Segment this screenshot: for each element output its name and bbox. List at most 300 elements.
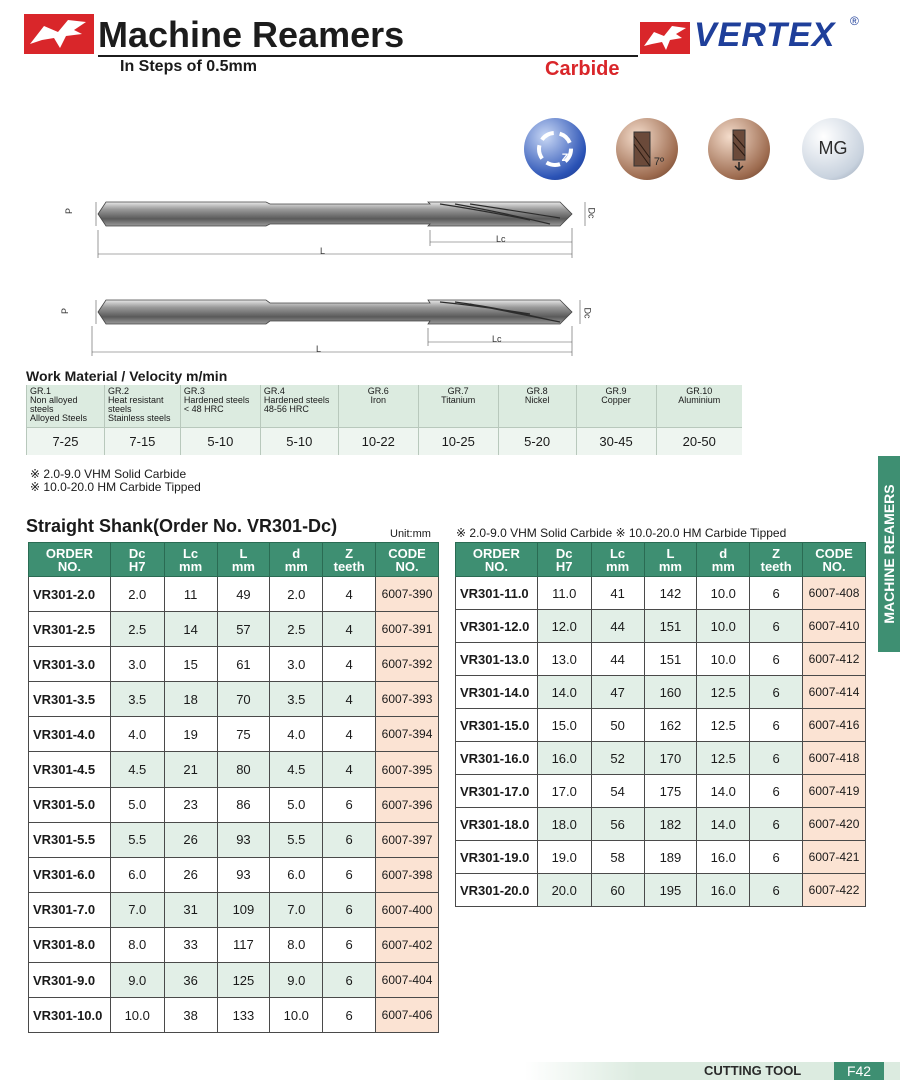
code-number-cell: 6007-391: [376, 612, 439, 647]
table-header-row: [29, 543, 439, 577]
spec-cell: 2.0: [110, 577, 164, 612]
material-notes: [30, 468, 201, 494]
material-label: Carbide: [545, 58, 620, 80]
material-group-desc: Aluminium: [678, 395, 721, 405]
material-group-code: GR.4: [263, 386, 285, 396]
spec-cell: 4: [323, 752, 376, 787]
column-header-line: teeth: [760, 558, 792, 574]
velocity-cell: 7-25: [27, 427, 105, 455]
reamer-table-left: [28, 542, 439, 1033]
table-row: [29, 998, 439, 1033]
spec-cell: 16.0: [537, 742, 591, 775]
spec-cell: 6: [750, 610, 803, 643]
material-group-desc: Iron: [370, 395, 387, 405]
code-number-cell: 6007-395: [376, 752, 439, 787]
code-number-cell: 6007-420: [803, 808, 866, 841]
spec-cell: 19: [164, 717, 217, 752]
spec-cell: 14.0: [537, 676, 591, 709]
code-number-cell: 6007-418: [803, 742, 866, 775]
spec-cell: 125: [217, 963, 270, 998]
spec-cell: 15: [164, 647, 217, 682]
material-group-cell: [498, 385, 576, 427]
spec-cell: 20.0: [537, 874, 591, 907]
spec-cell: 8.0: [110, 927, 164, 962]
order-number-cell: VR301-4.0: [29, 717, 111, 752]
column-header: [376, 543, 439, 577]
column-header: [697, 543, 750, 577]
code-number-cell: 6007-421: [803, 841, 866, 874]
spec-cell: 151: [644, 610, 697, 643]
spec-cell: 6: [323, 857, 376, 892]
spec-cell: 41: [591, 577, 644, 610]
spec-cell: 6: [750, 874, 803, 907]
spec-cell: 5.5: [110, 822, 164, 857]
spec-cell: 58: [591, 841, 644, 874]
order-number-cell: VR301-2.0: [29, 577, 111, 612]
table-row: [456, 775, 866, 808]
dim-p-1: P: [64, 207, 75, 215]
code-number-cell: 6007-398: [376, 857, 439, 892]
spec-cell: 12.5: [697, 709, 750, 742]
spec-cell: 93: [217, 822, 270, 857]
table-row: [456, 610, 866, 643]
material-group-cell: [338, 385, 418, 427]
velocity-cell: 7-15: [104, 427, 180, 455]
column-header: [456, 543, 538, 577]
code-number-cell: 6007-392: [376, 647, 439, 682]
material-group-cell: [180, 385, 260, 427]
spec-cell: 38: [164, 998, 217, 1033]
spec-cell: 6: [323, 998, 376, 1033]
order-number-cell: VR301-14.0: [456, 676, 538, 709]
velocity-cell: 10-25: [418, 427, 498, 455]
material-group-code: GR.9: [605, 386, 627, 396]
table-row: [29, 822, 439, 857]
column-header: [323, 543, 376, 577]
spec-cell: 50: [591, 709, 644, 742]
brand-name: VERTEX: [694, 16, 836, 54]
order-number-cell: VR301-3.0: [29, 647, 111, 682]
column-header: [591, 543, 644, 577]
spec-cell: 4: [323, 577, 376, 612]
spec-cell: 4.0: [110, 717, 164, 752]
velocity-cell: 10-22: [338, 427, 418, 455]
dim-l-1: L: [320, 246, 326, 256]
code-number-cell: 6007-416: [803, 709, 866, 742]
eagle-icon: [24, 14, 94, 54]
code-number-cell: 6007-422: [803, 874, 866, 907]
rake-angle-icon: 7º: [616, 118, 678, 180]
spec-cell: 75: [217, 717, 270, 752]
spec-cell: 8.0: [270, 927, 323, 962]
spec-cell: 4.0: [270, 717, 323, 752]
spec-cell: 6: [750, 643, 803, 676]
spec-cell: 10.0: [697, 610, 750, 643]
spec-cell: 13.0: [537, 643, 591, 676]
code-number-cell: 6007-404: [376, 963, 439, 998]
spec-cell: 14.0: [697, 808, 750, 841]
spec-cell: 4: [323, 647, 376, 682]
spec-cell: 47: [591, 676, 644, 709]
table-row: [29, 682, 439, 717]
material-group-desc: Hardened steels: [183, 395, 250, 405]
spec-cell: 12.5: [697, 742, 750, 775]
column-header-line: H7: [555, 558, 573, 574]
reamer-table-right: [455, 542, 866, 907]
spec-cell: 26: [164, 857, 217, 892]
dim-lc-2: Lc: [492, 334, 502, 344]
spec-cell: 4: [323, 717, 376, 752]
column-header-line: ORDER: [472, 545, 520, 561]
spec-cell: 3.0: [270, 647, 323, 682]
material-group-cell: [576, 385, 656, 427]
spec-cell: 12.5: [697, 676, 750, 709]
column-header: [750, 543, 803, 577]
column-header: [217, 543, 270, 577]
column-header-line: NO.: [395, 558, 419, 574]
spec-cell: 6: [323, 892, 376, 927]
material-group-code: GR.8: [526, 386, 548, 396]
velocity-cell: 5-10: [260, 427, 338, 455]
spec-cell: 49: [217, 577, 270, 612]
code-number-cell: 6007-390: [376, 577, 439, 612]
table-row: [456, 643, 866, 676]
spec-cell: 54: [591, 775, 644, 808]
column-header-line: Z: [345, 545, 354, 561]
spec-cell: 10.0: [270, 998, 323, 1033]
table-row: [456, 874, 866, 907]
column-header-line: Dc: [128, 545, 146, 561]
spec-cell: 52: [591, 742, 644, 775]
table-row: [29, 647, 439, 682]
table-row: [29, 787, 439, 822]
order-number-cell: VR301-16.0: [456, 742, 538, 775]
spec-cell: 162: [644, 709, 697, 742]
reamer-drawing-1: [60, 190, 620, 260]
material-group-cell: [27, 385, 105, 427]
column-header-line: CODE: [388, 545, 426, 561]
column-header-line: Lc: [609, 545, 626, 561]
order-number-cell: VR301-2.5: [29, 612, 111, 647]
column-header-line: mm: [658, 558, 682, 574]
dim-lc-1: Lc: [496, 234, 506, 244]
page-subtitle: In Steps of 0.5mm: [120, 58, 257, 75]
dim-p-2: P: [60, 307, 71, 315]
column-header-line: ORDER: [45, 545, 93, 561]
spec-cell: 182: [644, 808, 697, 841]
order-number-cell: VR301-17.0: [456, 775, 538, 808]
spec-cell: 4: [323, 612, 376, 647]
code-number-cell: 6007-394: [376, 717, 439, 752]
spec-cell: 33: [164, 927, 217, 962]
order-number-cell: VR301-10.0: [29, 998, 111, 1033]
table-row: [456, 577, 866, 610]
table-row: [456, 841, 866, 874]
code-number-cell: 6007-393: [376, 682, 439, 717]
material-group-desc: Hardened steels: [263, 395, 330, 405]
material-group-code: GR.2: [107, 386, 129, 396]
spec-cell: 4: [323, 682, 376, 717]
material-group-desc: Stainless steels: [107, 413, 171, 423]
column-header: [270, 543, 323, 577]
spec-cell: 109: [217, 892, 270, 927]
order-number-cell: VR301-12.0: [456, 610, 538, 643]
column-header-line: teeth: [333, 558, 365, 574]
material-group-code: GR.6: [367, 386, 389, 396]
column-header-line: d: [719, 545, 728, 561]
code-number-cell: 6007-412: [803, 643, 866, 676]
spec-cell: 60: [591, 874, 644, 907]
material-group-code: GR.7: [447, 386, 469, 396]
spec-cell: 6: [750, 808, 803, 841]
spec-cell: 5.0: [270, 787, 323, 822]
spec-cell: 31: [164, 892, 217, 927]
spec-cell: 15.0: [537, 709, 591, 742]
spec-cell: 142: [644, 577, 697, 610]
spec-cell: 23: [164, 787, 217, 822]
note-line: ※ 10.0-20.0 HM Carbide Tipped: [30, 480, 201, 494]
spec-cell: 57: [217, 612, 270, 647]
order-number-cell: VR301-11.0: [456, 577, 538, 610]
spec-cell: 2.0: [270, 577, 323, 612]
column-header-line: NO.: [484, 558, 508, 574]
unit-label: Unit:mm: [390, 528, 431, 540]
spec-cell: 10.0: [110, 998, 164, 1033]
order-number-cell: VR301-3.5: [29, 682, 111, 717]
column-header: [537, 543, 591, 577]
eagle-logo: [24, 14, 94, 54]
column-header-line: L: [666, 545, 675, 561]
material-group-cell: [656, 385, 742, 427]
column-header-line: H7: [128, 558, 146, 574]
table-row: [29, 717, 439, 752]
table-row: [29, 612, 439, 647]
material-group-desc: Non alloyed: [30, 395, 78, 405]
spec-cell: 151: [644, 643, 697, 676]
shank-icon: [708, 118, 770, 180]
material-group-code: GR.10: [686, 386, 713, 396]
spec-cell: 14.0: [697, 775, 750, 808]
spec-cell: 6: [323, 822, 376, 857]
micrograin-icon: MG: [802, 118, 864, 180]
material-group-desc: Nickel: [524, 395, 550, 405]
order-number-cell: VR301-7.0: [29, 892, 111, 927]
column-header-line: mm: [179, 558, 203, 574]
page-title: Machine Reamers: [98, 14, 405, 55]
spec-cell: 6: [750, 709, 803, 742]
material-group-code: GR.1: [30, 386, 52, 396]
spec-cell: 61: [217, 647, 270, 682]
column-header: [803, 543, 866, 577]
velocity-cell: 20-50: [656, 427, 742, 455]
title-divider: [98, 55, 638, 57]
column-header: [110, 543, 164, 577]
dim-dc-2: Dc: [582, 307, 593, 319]
table-row: [456, 709, 866, 742]
table-row: [29, 927, 439, 962]
brand-eagle-icon: [640, 22, 690, 54]
spec-cell: 3.5: [270, 682, 323, 717]
column-header-line: mm: [711, 558, 735, 574]
column-header-line: Dc: [555, 545, 573, 561]
spec-cell: 2.5: [270, 612, 323, 647]
spec-cell: 189: [644, 841, 697, 874]
column-header-line: mm: [284, 558, 308, 574]
code-number-cell: 6007-397: [376, 822, 439, 857]
table-header-row: [456, 543, 866, 577]
column-header-line: NO.: [57, 558, 81, 574]
material-group-desc: steels: [30, 404, 54, 414]
spec-cell: 117: [217, 927, 270, 962]
spec-cell: 6: [750, 841, 803, 874]
spec-cell: 19.0: [537, 841, 591, 874]
material-group-desc: Copper: [601, 395, 631, 405]
material-group-code: GR.3: [183, 386, 205, 396]
material-group-desc: steels: [107, 404, 132, 414]
spec-cell: 9.0: [270, 963, 323, 998]
column-header-line: d: [292, 545, 301, 561]
spec-cell: 44: [591, 643, 644, 676]
code-number-cell: 6007-406: [376, 998, 439, 1033]
code-number-cell: 6007-400: [376, 892, 439, 927]
order-number-cell: VR301-5.5: [29, 822, 111, 857]
note-line: ※ 2.0-9.0 VHM Solid Carbide: [30, 467, 187, 481]
column-header: [29, 543, 111, 577]
spec-cell: 6: [323, 963, 376, 998]
reamer-drawing-2: [60, 290, 620, 360]
code-number-cell: 6007-414: [803, 676, 866, 709]
spec-cell: 6: [750, 775, 803, 808]
spec-cell: 3.5: [110, 682, 164, 717]
code-number-cell: 6007-410: [803, 610, 866, 643]
spec-cell: 133: [217, 998, 270, 1033]
spec-cell: 160: [644, 676, 697, 709]
column-header-line: Lc: [182, 545, 199, 561]
table-title: Straight Shank(Order No. VR301-Dc): [26, 516, 338, 536]
code-number-cell: 6007-419: [803, 775, 866, 808]
spec-cell: 7.0: [110, 892, 164, 927]
table-row: [456, 742, 866, 775]
spec-cell: 18: [164, 682, 217, 717]
spec-cell: 16.0: [697, 841, 750, 874]
spec-cell: 6: [750, 676, 803, 709]
spec-cell: 12.0: [537, 610, 591, 643]
registered-mark: ®: [850, 14, 859, 28]
table-row: [456, 676, 866, 709]
spec-cell: 36: [164, 963, 217, 998]
column-header-line: mm: [231, 558, 255, 574]
spec-cell: 17.0: [537, 775, 591, 808]
spec-cell: 175: [644, 775, 697, 808]
table-row: [29, 857, 439, 892]
material-group-desc: 48-56 HRC: [263, 404, 309, 414]
spec-cell: 14: [164, 612, 217, 647]
spec-cell: 6.0: [110, 857, 164, 892]
spec-cell: 6: [750, 577, 803, 610]
order-number-cell: VR301-5.0: [29, 787, 111, 822]
spiral-flute-icon: Z: [524, 118, 586, 180]
page-number: F42: [834, 1062, 884, 1080]
spec-cell: 6: [323, 927, 376, 962]
spec-cell: 7.0: [270, 892, 323, 927]
order-number-cell: VR301-9.0: [29, 963, 111, 998]
table-row: [29, 577, 439, 612]
code-number-cell: 6007-402: [376, 927, 439, 962]
spec-cell: 56: [591, 808, 644, 841]
spec-cell: 2.5: [110, 612, 164, 647]
table-note: ※ 2.0-9.0 VHM Solid Carbide ※ 10.0-20.0 HM Carbide Tipped: [456, 526, 787, 540]
order-number-cell: VR301-20.0: [456, 874, 538, 907]
spec-cell: 80: [217, 752, 270, 787]
spec-cell: 6.0: [270, 857, 323, 892]
spec-cell: 4.5: [270, 752, 323, 787]
column-header: [644, 543, 697, 577]
side-tab-label: MACHINE REAMERS: [881, 484, 897, 624]
spec-cell: 3.0: [110, 647, 164, 682]
spec-cell: 195: [644, 874, 697, 907]
brand-logo: [640, 14, 860, 58]
spec-cell: 11: [164, 577, 217, 612]
order-number-cell: VR301-18.0: [456, 808, 538, 841]
order-number-cell: VR301-19.0: [456, 841, 538, 874]
spec-cell: 10.0: [697, 577, 750, 610]
column-header-line: L: [239, 545, 248, 561]
spec-cell: 70: [217, 682, 270, 717]
velocity-cell: 30-45: [576, 427, 656, 455]
spec-cell: 6: [750, 742, 803, 775]
section-side-tab: [878, 456, 900, 652]
spec-cell: 10.0: [697, 643, 750, 676]
work-material-table: [26, 385, 742, 455]
spec-cell: 9.0: [110, 963, 164, 998]
material-group-desc: Titanium: [441, 395, 476, 405]
footer-section: CUTTING TOOL: [704, 1063, 802, 1078]
table-row: [29, 752, 439, 787]
code-number-cell: 6007-408: [803, 577, 866, 610]
spec-cell: 18.0: [537, 808, 591, 841]
column-header-line: mm: [606, 558, 630, 574]
velocity-cell: 5-20: [498, 427, 576, 455]
column-header-line: NO.: [822, 558, 846, 574]
table-row: [29, 892, 439, 927]
spec-cell: 6: [323, 787, 376, 822]
spec-cell: 5.5: [270, 822, 323, 857]
code-number-cell: 6007-396: [376, 787, 439, 822]
table-row: [29, 963, 439, 998]
column-header-line: CODE: [815, 545, 853, 561]
velocity-cell: 5-10: [180, 427, 260, 455]
table-row: [456, 808, 866, 841]
spec-cell: 4.5: [110, 752, 164, 787]
column-header: [164, 543, 217, 577]
spec-cell: 93: [217, 857, 270, 892]
spec-cell: 5.0: [110, 787, 164, 822]
spec-cell: 44: [591, 610, 644, 643]
spec-cell: 16.0: [697, 874, 750, 907]
spec-cell: 86: [217, 787, 270, 822]
material-group-desc: Heat resistant: [107, 395, 164, 405]
order-number-cell: VR301-13.0: [456, 643, 538, 676]
order-number-cell: VR301-4.5: [29, 752, 111, 787]
dim-dc-1: Dc: [586, 207, 597, 219]
spec-cell: 170: [644, 742, 697, 775]
material-group-cell: [104, 385, 180, 427]
dim-l-2: L: [316, 344, 322, 354]
order-number-cell: VR301-15.0: [456, 709, 538, 742]
material-group-desc: < 48 HRC: [183, 404, 224, 414]
column-header-line: Z: [772, 545, 781, 561]
work-material-title: Work Material / Velocity m/min: [26, 368, 228, 384]
